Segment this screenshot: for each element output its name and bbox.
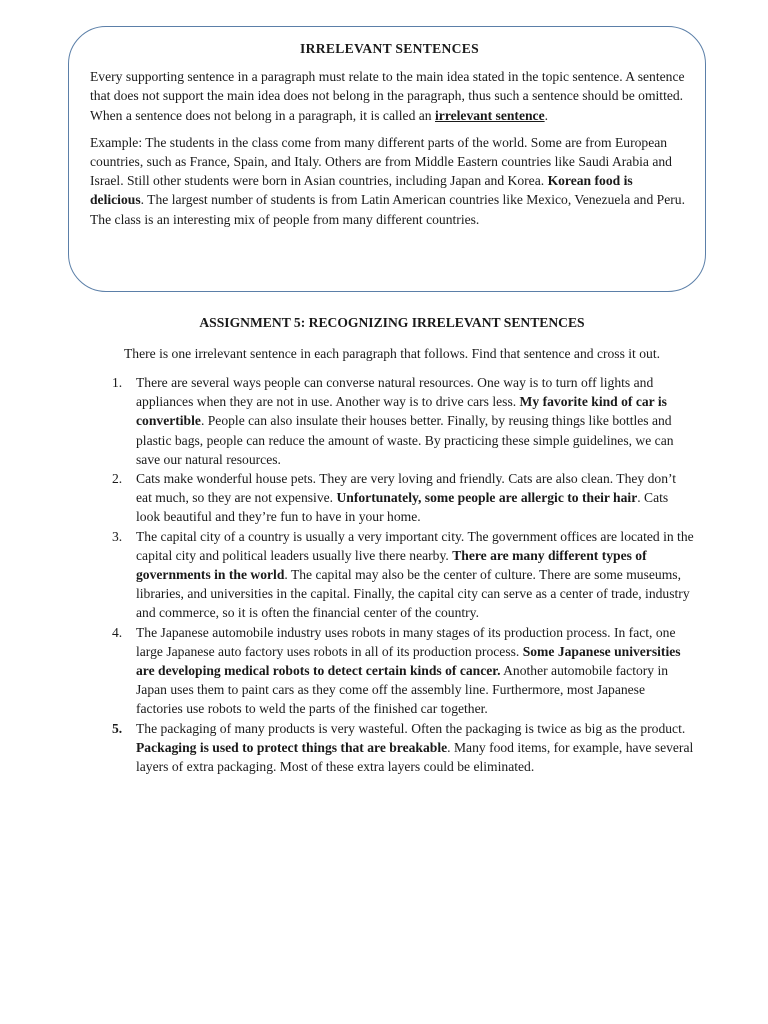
item-number: 3. — [112, 528, 123, 544]
definition-text: Every supporting sentence in a paragraph must relate to the main idea stated in the topic sentence. A sentence that does not support the main idea does not belong in the paragraph, thus such a sentence should be omitted. When a sentence does not belong in a paragraph, it is called an — [90, 69, 685, 123]
item-text-before: The Japanese automobile industry uses robots in many stages of its production process. In fact, one large Japanese auto factory uses robots in all of its production process. — [136, 624, 676, 659]
item-text-before: There are several ways people can converse natural resources. One way is to turn off lights and appliances when they are not in use. Another way is to drive cars less. — [136, 375, 654, 410]
exercise-item-1 — [112, 373, 694, 469]
item-number: 5. — [112, 720, 123, 736]
item-text-after: . Many food items, for example, have several layers of extra packaging. Most of these extra layers could be eliminated. — [136, 739, 694, 775]
definition-end: . — [544, 107, 549, 123]
item-irrelevant-sentence: There are many different types of governments in the world — [136, 547, 647, 583]
item-text-before: The packaging of many products is very wasteful. Often the packaging is twice as big as the product. — [136, 720, 686, 736]
item-text-after: . People can also insulate their houses better. Finally, by reusing things like bottles and plastic bags, people can reduce the amount of waste. By practicing these simple guidelines, we can save our natural resources. — [136, 413, 674, 467]
item-number: 2. — [112, 471, 123, 487]
exercise-item-4 — [112, 623, 694, 719]
exercise-item-5 — [112, 719, 694, 777]
item-text-after: Another automobile factory in Japan uses them to paint cars as they come off the assembly line. Furthermore, most Japanese factories use robots to weld the parts of the finished car together. — [136, 663, 669, 717]
item-irrelevant-sentence: Packaging is used to protect things that are breakable — [136, 739, 448, 755]
definition-term: irrelevant sentence — [435, 107, 545, 123]
definition-box — [68, 26, 706, 292]
item-irrelevant-sentence: Some Japanese universities are developing medical robots to detect certain kinds of cancer. — [136, 643, 681, 679]
item-irrelevant-sentence: Unfortunately, some people are allergic to their hair — [336, 490, 638, 506]
item-text-after: . The capital may also be the center of culture. There are some museums, libraries, and universities in the capital. Finally, the capital city can serve as a center of trade, industry and commerce, so it is often the financial center of the country. — [136, 567, 690, 621]
item-text-before: The capital city of a country is usually a very important city. The government offices are located in the capital city and political leaders usually live there nearby. — [136, 528, 694, 563]
item-irrelevant-sentence: My favorite kind of car is convertible — [136, 394, 667, 429]
example-text-after: . The largest number of students is from Latin American countries like Mexico, Venezuela and Peru. The class is an interesting mix of people from many different countries. — [90, 192, 685, 227]
item-number: 1. — [112, 375, 123, 390]
exercise-item-2 — [112, 469, 694, 527]
exercise-item-3 — [112, 527, 694, 623]
assignment-instruction: There is one irrelevant sentence in each paragraph that follows. Find that sentence and cross it out. — [123, 346, 660, 361]
example-text-before: Example: The students in the class come from many different parts of the world. Some are from European countries, such as France, Spain, and Italy. Others are from Middle Eastern countries like Saudi Arabia and Israel. Still other students were born in Asian countries, including Japan and Korea. — [90, 134, 672, 189]
box-title: IRRELEVANT SENTENCES — [300, 41, 479, 56]
example-irrelevant-sentence: Korean food is delicious — [90, 173, 633, 208]
example-paragraph — [90, 133, 689, 229]
item-number: 4. — [112, 624, 123, 640]
definition-paragraph — [90, 67, 689, 125]
exercise-list — [112, 373, 694, 776]
assignment-title: ASSIGNMENT 5: RECOGNIZING IRRELEVANT SENTENCES — [199, 315, 585, 330]
item-text-before: Cats make wonderful house pets. They are very loving and friendly. Cats are also clean. They don’t eat much, so they are not expensive. — [136, 471, 677, 506]
item-text-after: . Cats look beautiful and they’re fun to have in your home. — [136, 490, 669, 525]
